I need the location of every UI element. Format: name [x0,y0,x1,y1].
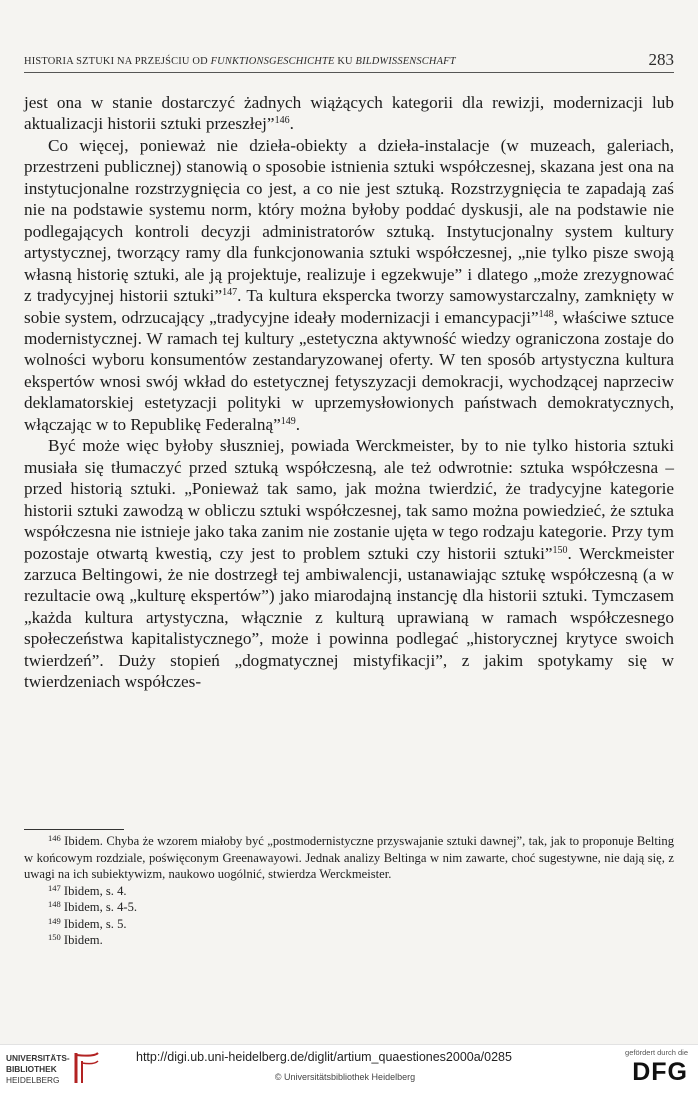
footnote [24,916,674,933]
dfg-logo: DFG [632,1058,688,1086]
footnote-text: Ibidem. [63,933,103,947]
library-name-line: HEIDELBERG [6,1074,60,1085]
footnote-text: Ibidem. Chyba że wzorem miałoby być „postmodernistyczne przyswajanie sztuki dawnej”, tak, jak to proponuje Belting w końcowym rozdziale, poświęconym Greenawayowi. Jednak analizy Beltinga w nim zawarte, choć sugestywne, nie dają się, z uwagi na ich subiektywizm, naukowo uogólnić, stwierdza Werckmeister. [24,834,674,881]
library-name-line: UNIVERSITÄTS- [6,1053,70,1063]
footnote-number: 147 [48,882,61,893]
footnote-number: 150 [48,932,61,942]
paragraph [24,92,674,135]
funder-logo[interactable] [618,1048,688,1090]
footnote [24,932,674,949]
footnote-number: 148 [48,899,61,909]
footnote-ref[interactable]: 148 [538,308,554,320]
copyright-notice: © Universitätsbibliothek Heidelberg [274,1072,416,1082]
paragraph-text: Być może więc byłoby słuszniej, powiada Werckmeister, by to nie tylko historia sztuki musiała się tłumaczyć przed sztuką współczesną, ale też odwrotnie: sztuka współczesna – przed historią sztuki. „Ponieważ tak samo, jak można twierdzić, że tradycyjne kategorie historii sztuki zawodzą w obliczu sztuki współczesnej, tak samo można powiedzieć, że sztuka współczesna nie istnieje jako taka zanim nie zostanie ujęta w tego rodzaju kategorie. Przy tym pozostaje otwartą kwestią, czy jest to problem sztuki czy historii sztuki” [24,436,674,563]
library-emblem-icon [72,1051,102,1085]
footnote-ref[interactable]: 147 [222,287,238,299]
footnote-number: 149 [48,915,61,926]
footnote-divider [24,829,124,830]
footnote-number: 146 [48,833,61,843]
paragraph-text: , właściwe sztuce modernistycznej. W ramach tej kultury „estetyczna aktywność wiedzy ograniczona zostaje do wolności wyboru konsumentów zestandaryzowanej oferty. W ten sposób artystyczna kultura ekspertów wnosi swój wkład do estetycznej fetyszyzacji demokracji, wychodzącej naprzeciw deklamatorskiej estetyzacji polityki w uprzemysłowionych państwach demokratycznych, włączając w to Republikę Federalną” [24,307,674,434]
footnote-ref[interactable]: 146 [274,115,290,127]
paragraph-text: . [295,414,301,434]
footnote-text: Ibidem, s. 5. [63,916,127,931]
body-text [24,92,674,693]
footnotes [24,833,674,949]
paragraph-text: . [289,114,294,134]
page-number: 283 [648,50,674,69]
library-name [6,1053,70,1085]
footnote [24,833,674,883]
footnote-ref[interactable]: 150 [552,544,568,556]
running-header [24,50,674,73]
paragraph [24,135,674,435]
running-title-italic: FUNKTIONSGESCHICHTE [210,56,335,67]
viewer-footer [0,1044,698,1093]
footnote [24,883,674,900]
library-logo[interactable] [6,1051,104,1087]
footnote-ref[interactable]: 149 [280,415,296,427]
running-title-text: HISTORIA SZTUKI NA PRZEJŚCIU OD [24,56,211,67]
funder-label: gefördert durch die [625,1048,688,1057]
document-url-link[interactable]: http://digi.ub.uni-heidelberg.de/diglit/artium_quaestiones2000a/0285 [136,1050,512,1064]
footnote [24,899,674,916]
footnote-text: Ibidem, s. 4-5. [63,900,138,914]
paragraph [24,435,674,692]
paragraph-text: . Ta kultura ekspercka tworzy samowystarczalny, zamknięty w sobie system, odrzucający „tradycyjne ideały modernizacji i emancypacji” [24,286,674,327]
running-title-text: KU [334,56,356,67]
library-name-line: BIBLIOTHEK [6,1063,57,1074]
paragraph-text: . Werckmeister zarzuca Beltingowi, że nie dostrzegł tej ambiwalencji, ustanawiając sztukę współczesną (a w rezultacie ową „kulturę ekspertów”) jako miarodajną instancję dla historii sztuki. Tymczasem „każda kultura artystyczna, włącznie z kulturą uprawianą w ramach współczesnego społeczeństwa kapitalistycznego”, może i powinna podlegać „historycznej krytyce swoich twierdzeń”. Duży stopień „dogmatycznej mistyfikacji”, z jakim spotykamy się w twierdzeniach współczes- [24,543,674,692]
paragraph-text: jest ona w stanie dostarczyć żadnych wiążących kategorii dla rewizji, modernizacji lub aktualizacji historii sztuki przeszłej” [24,93,674,134]
footnote-text: Ibidem, s. 4. [63,883,127,898]
running-title-italic: BILDWISSENSCHAFT [355,56,456,67]
paragraph-text: Co więcej, ponieważ nie dzieła-obiekty a dzieła-instalacje (w muzeach, galeriach, przestrzeni publicznej) stanowią o sposobie istnienia sztuki współczesnej, skazana jest ona na instytucjonalne rozstrzygnięcia co jest, a co nie jest sztuką. Rozstrzygnięcia te zapadają zaś nie na podstawie systemu norm, który można byłoby poddać dyskusji, ale na podstawie nie podlegających kontroli decyzji administratorów sztuką. Instytucjonalny system kultury artystycznej, tworzący ramy dla funkcjonowania sztuki współczesnej, „nie tylko pisze swoją własną historię sztuki, ale ją projektuje, realizuje i egzekwuje” i dlatego „może zrezygnować z tradycyjnej historii sztuki” [24,135,674,306]
running-title [24,56,456,67]
